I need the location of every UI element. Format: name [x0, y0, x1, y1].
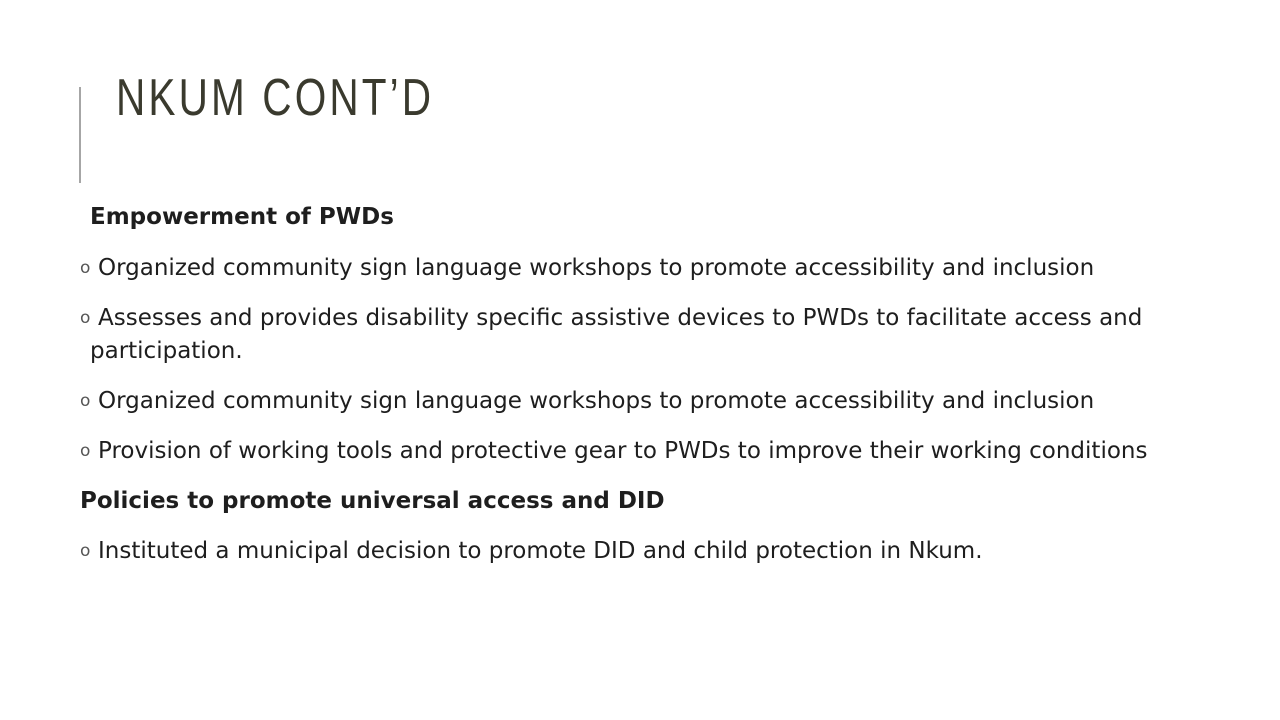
bullet-icon: o [80, 391, 91, 411]
bullet-icon: o [80, 541, 91, 561]
bullet-item [80, 302, 1142, 334]
bullet-item [80, 435, 1147, 467]
bullet-text: Provision of working tools and protective gear to PWDs to improve their working conditions [98, 438, 1148, 464]
section-heading-empowerment: Empowerment of PWDs [90, 204, 394, 230]
bullet-item [80, 535, 983, 567]
section-heading-policies: Policies to promote universal access and DID [80, 488, 665, 514]
slide-title: NKUM CONT’D [116, 69, 435, 127]
bullet-text: Instituted a municipal decision to promote DID and child protection in Nkum. [98, 538, 983, 564]
bullet-icon: o [80, 258, 91, 278]
bullet-text: Organized community sign language workshops to promote accessibility and inclusion [98, 255, 1095, 281]
bullet-icon: o [80, 308, 91, 328]
title-accent-bar [79, 87, 81, 183]
bullet-text: Assesses and provides disability specific assistive devices to PWDs to facilitate access and [98, 305, 1143, 331]
bullet-item [80, 385, 1094, 417]
bullet-item [80, 252, 1094, 284]
bullet-text: Organized community sign language workshops to promote accessibility and inclusion [98, 388, 1095, 414]
bullet-text-continuation: participation. [90, 338, 243, 364]
bullet-icon: o [80, 441, 91, 461]
